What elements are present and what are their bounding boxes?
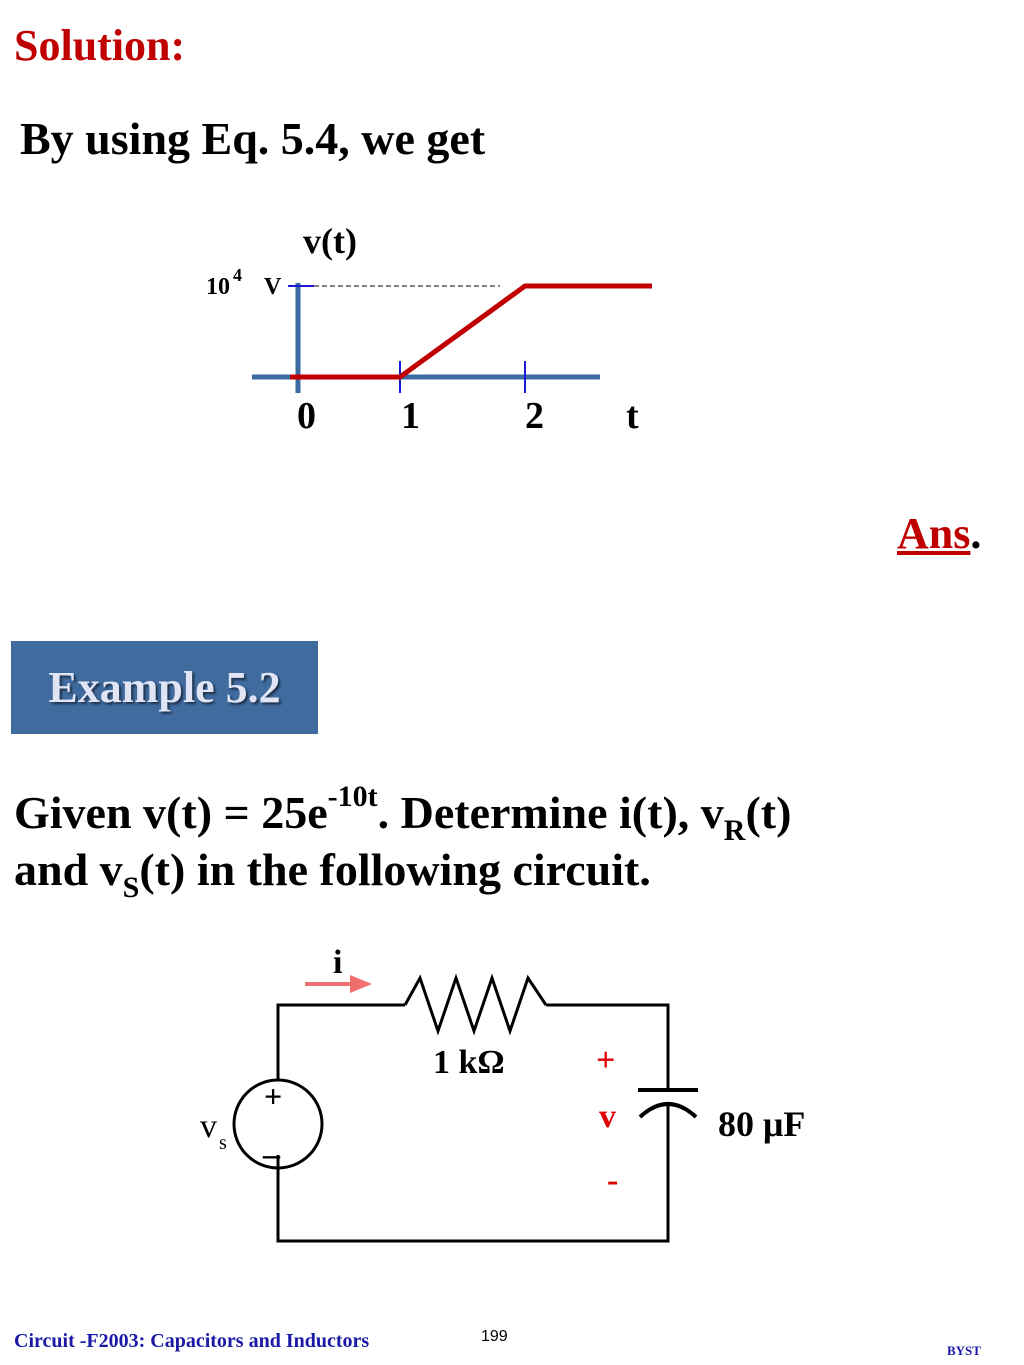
resistor-symbol bbox=[405, 978, 546, 1031]
current-label: i bbox=[333, 944, 343, 981]
x-tick-label-0: 0 bbox=[297, 395, 316, 437]
capacitor-minus: - bbox=[607, 1162, 619, 1199]
example-heading-box bbox=[11, 641, 318, 734]
rc-circuit-diagram bbox=[190, 935, 850, 1255]
capacitor-voltage-label: v bbox=[599, 1098, 616, 1135]
y-level-base: 10 bbox=[206, 274, 230, 300]
capacitor-plus: + bbox=[596, 1042, 616, 1079]
solution-title: Solution: bbox=[14, 21, 186, 70]
x-tick-label-1: 1 bbox=[401, 395, 420, 437]
answer-marker bbox=[897, 510, 981, 558]
answer-label: Ans bbox=[897, 509, 971, 558]
answer-period: . bbox=[970, 509, 982, 558]
source-plus: + bbox=[264, 1078, 283, 1114]
source-subscript: s bbox=[219, 1132, 227, 1154]
example-label: Example 5.2 bbox=[48, 663, 281, 712]
resistor-label: 1 kΩ bbox=[433, 1044, 505, 1081]
y-level-exp: 4 bbox=[233, 265, 242, 285]
source-label: v bbox=[200, 1108, 217, 1145]
problem-statement-line-1 bbox=[14, 780, 791, 847]
footer-course-title: Circuit -F2003: Capacitors and Inductors bbox=[14, 1330, 370, 1352]
x-axis-label: t bbox=[626, 395, 639, 437]
problem-text: and v bbox=[14, 844, 123, 895]
y-level-unit: V bbox=[264, 274, 282, 300]
y-axis-label: v(t) bbox=[303, 221, 357, 261]
problem-text: (t) in the following circuit. bbox=[139, 844, 651, 895]
problem-text: Given v(t) = 25e bbox=[14, 787, 328, 838]
exponent: -10t bbox=[327, 780, 378, 813]
source-minus: – bbox=[263, 1136, 280, 1173]
problem-statement-line-2 bbox=[14, 845, 651, 904]
voltage-signal bbox=[290, 286, 652, 377]
problem-text: (t) bbox=[745, 787, 792, 838]
circuit-wire bbox=[278, 1005, 405, 1037]
intro-text: By using Eq. 5.4, we get bbox=[20, 113, 486, 164]
voltage-waveform-graph bbox=[190, 215, 670, 445]
subscript: R bbox=[723, 814, 746, 847]
subscript: S bbox=[122, 871, 140, 904]
problem-text: . Determine i(t), v bbox=[377, 787, 724, 838]
page-number: 199 bbox=[481, 1328, 508, 1345]
footer-brand: BYST bbox=[947, 1343, 981, 1358]
x-tick-label-2: 2 bbox=[525, 395, 544, 437]
capacitor-label: 80 μF bbox=[718, 1104, 806, 1144]
